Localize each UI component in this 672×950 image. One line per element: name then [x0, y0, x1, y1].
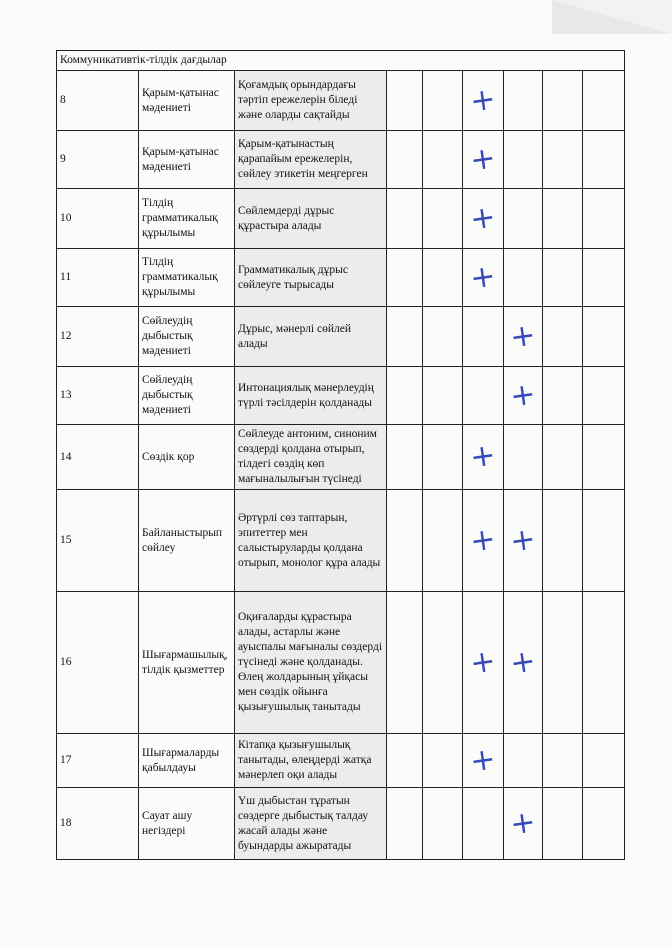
table-row: [57, 249, 625, 307]
rating-cell: [423, 71, 463, 131]
skill-area: Шығармаларды қабылдауы: [139, 734, 235, 788]
rating-cell: [423, 307, 463, 367]
rating-cell: [387, 249, 423, 307]
row-number: 14: [57, 425, 139, 490]
rating-cell: [583, 131, 625, 189]
rating-cell: [504, 367, 543, 425]
rating-cell: [463, 307, 504, 367]
criterion-text: Дұрыс, мәнерлі сөйлей алады: [235, 307, 387, 367]
rating-cell: [387, 307, 423, 367]
table-row: [57, 788, 625, 860]
handwritten-mark: +: [468, 520, 498, 560]
skill-area: Сөйлеудің дыбыстық мәдениеті: [139, 307, 235, 367]
rating-cell: [543, 131, 583, 189]
rating-cell: [504, 307, 543, 367]
rating-cell: [504, 734, 543, 788]
skill-area: Байланыстырып сөйлеу: [139, 490, 235, 592]
handwritten-mark: +: [508, 316, 538, 356]
rating-cell: [583, 189, 625, 249]
rating-cell: [387, 367, 423, 425]
row-number: 15: [57, 490, 139, 592]
criterion-text: Әртүрлі сөз таптарын, эпитеттер мен салыстыруларды қолдана отырып, монолог құра алады: [235, 490, 387, 592]
criterion-text: Сөйлеуде антоним, синоним сөздерді қолдана отырып, тілдегі сөздің көп мағыналылығын түсінеді: [235, 425, 387, 490]
rating-cell: [543, 592, 583, 734]
handwritten-mark: +: [468, 437, 498, 476]
row-number: 16: [57, 592, 139, 734]
rating-cell: [463, 490, 504, 592]
rating-cell: [583, 249, 625, 307]
table-row: [57, 734, 625, 788]
skill-area: Қарым-қатынас мәдениеті: [139, 131, 235, 189]
table-row: [57, 425, 625, 490]
rating-cell: [423, 367, 463, 425]
rating-cell: [583, 734, 625, 788]
skill-area: Сөздік қор: [139, 425, 235, 490]
rating-cell: [543, 788, 583, 860]
rating-cell: [423, 592, 463, 734]
rating-cell: [387, 592, 423, 734]
rating-cell: [387, 490, 423, 592]
row-number: 17: [57, 734, 139, 788]
table-body: [57, 51, 625, 860]
rating-cell: [387, 71, 423, 131]
rating-cell: [543, 189, 583, 249]
rating-cell: [543, 425, 583, 490]
table-row: [57, 592, 625, 734]
table-row: [57, 367, 625, 425]
criterion-text: Кітапқа қызығушылық танытады, өлеңдерді жатқа мәнерлеп оқи алады: [235, 734, 387, 788]
row-number: 12: [57, 307, 139, 367]
handwritten-mark: +: [468, 642, 498, 682]
rating-cell: [504, 71, 543, 131]
handwritten-mark: +: [508, 520, 538, 560]
rating-cell: [423, 425, 463, 490]
rating-cell: [583, 71, 625, 131]
handwritten-mark: +: [468, 740, 498, 780]
rating-cell: [423, 131, 463, 189]
rating-cell: [463, 788, 504, 860]
rating-cell: [387, 734, 423, 788]
table-row: [57, 189, 625, 249]
skill-area: Сөйлеудің дыбыстық мәдениеті: [139, 367, 235, 425]
rating-cell: [504, 249, 543, 307]
skill-area: Сауат ашу негіздері: [139, 788, 235, 860]
handwritten-mark: +: [468, 80, 498, 120]
rating-cell: [463, 425, 504, 490]
rating-cell: [463, 734, 504, 788]
rating-cell: [423, 490, 463, 592]
rating-cell: [543, 367, 583, 425]
handwritten-mark: +: [508, 803, 538, 843]
rating-cell: [463, 189, 504, 249]
skill-area: Тілдің грамматикалық құрылымы: [139, 189, 235, 249]
rating-cell: [504, 425, 543, 490]
row-number: 13: [57, 367, 139, 425]
rating-cell: [543, 307, 583, 367]
rating-cell: [583, 788, 625, 860]
criterion-text: Сөйлемдерді дұрыс құрастыра алады: [235, 189, 387, 249]
rating-cell: [423, 249, 463, 307]
row-number: 8: [57, 71, 139, 131]
rating-cell: [423, 189, 463, 249]
rating-cell: [463, 367, 504, 425]
rating-cell: [543, 249, 583, 307]
rating-cell: [583, 592, 625, 734]
criterion-text: Қарым-қатынастың қарапайым ережелерін, сөйлеу этикетін меңгерген: [235, 131, 387, 189]
rating-cell: [583, 425, 625, 490]
rating-cell: [543, 490, 583, 592]
rating-cell: [504, 592, 543, 734]
rating-cell: [463, 131, 504, 189]
rating-cell: [504, 131, 543, 189]
handwritten-mark: +: [508, 642, 538, 682]
rating-cell: [543, 734, 583, 788]
rating-cell: [583, 307, 625, 367]
rating-cell: [423, 734, 463, 788]
criterion-text: Қоғамдық орындардағы тәртіп ережелерін біледі және оларды сақтайды: [235, 71, 387, 131]
handwritten-mark: +: [468, 198, 498, 238]
table-row: [57, 307, 625, 367]
table-row: [57, 131, 625, 189]
rating-cell: [387, 425, 423, 490]
rating-cell: [463, 592, 504, 734]
skill-area: Шығармашылық, тілдік қызметтер: [139, 592, 235, 734]
folded-corner-shadow: [552, 0, 672, 34]
criterion-text: Оқиғаларды құрастыра алады, астарлы және ауыспалы мағыналы сөздерді түсінеді және қолданады. Өлең жолдарының ұйқасы мен сөздік ойынға қызығушылық танытады: [235, 592, 387, 734]
rating-cell: [543, 71, 583, 131]
rating-cell: [504, 490, 543, 592]
skill-area: Қарым-қатынас мәдениеті: [139, 71, 235, 131]
criterion-text: Грамматикалық дұрыс сөйлеуге тырысады: [235, 249, 387, 307]
rating-cell: [423, 788, 463, 860]
handwritten-mark: +: [508, 375, 538, 415]
criterion-text: Үш дыбыстан тұратын сөздерге дыбыстық талдау жасай алады және буындарды ажыратады: [235, 788, 387, 860]
row-number: 11: [57, 249, 139, 307]
rating-cell: [583, 367, 625, 425]
rating-cell: [463, 71, 504, 131]
rating-cell: [504, 788, 543, 860]
rating-cell: [504, 189, 543, 249]
rating-cell: [387, 189, 423, 249]
handwritten-mark: +: [468, 257, 498, 297]
table-row: [57, 490, 625, 592]
rating-cell: [387, 788, 423, 860]
criterion-text: Интонациялық мәнерлеудің түрлі тәсілдерін қолданады: [235, 367, 387, 425]
rating-cell: [583, 490, 625, 592]
section-header: Коммуникативтік-тілдік дағдылар: [57, 51, 625, 71]
row-number: 18: [57, 788, 139, 860]
rating-cell: [387, 131, 423, 189]
table-header-row: [57, 51, 625, 71]
row-number: 9: [57, 131, 139, 189]
rating-cell: [463, 249, 504, 307]
assessment-table: [56, 50, 625, 860]
skill-area: Тілдің грамматикалық құрылымы: [139, 249, 235, 307]
handwritten-mark: +: [468, 139, 498, 179]
row-number: 10: [57, 189, 139, 249]
table-row: [57, 71, 625, 131]
